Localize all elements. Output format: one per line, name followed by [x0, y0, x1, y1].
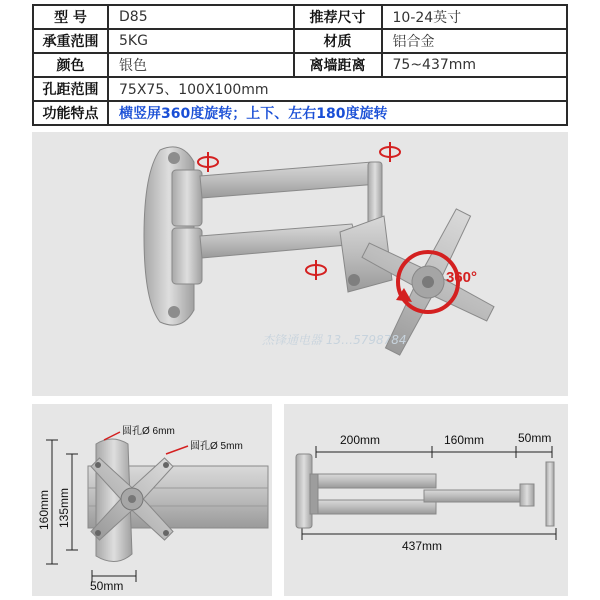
arm-segment-1	[318, 474, 436, 488]
spec-label: 功能特点	[33, 101, 108, 125]
spec-label: 推荐尺寸	[294, 5, 382, 29]
rotation-label: 360°	[446, 269, 478, 286]
spec-value: 75~437mm	[382, 53, 568, 77]
height-135-label: 135mm	[57, 487, 71, 528]
side-view-drawing	[284, 404, 568, 596]
spec-value: D85	[108, 5, 294, 29]
wall-mount-illustration	[32, 132, 568, 396]
spec-label: 承重范围	[33, 29, 108, 53]
arm-segment-2	[424, 490, 528, 502]
front-view-drawing	[32, 404, 272, 596]
table-row	[33, 53, 567, 77]
spec-label: 孔距范围	[33, 77, 108, 101]
height-160-label: 160mm	[37, 489, 51, 530]
spec-value: 铝合金	[382, 29, 568, 53]
hinge-upper	[172, 170, 202, 226]
dim-160-label: 160mm	[444, 433, 485, 447]
table-row	[33, 101, 567, 125]
front-view-diagram	[32, 404, 272, 596]
dim-437-label: 437mm	[402, 539, 443, 553]
spec-table	[32, 4, 568, 126]
table-row	[33, 5, 567, 29]
spec-value: 银色	[108, 53, 294, 77]
hole-5mm-label: 圆孔Ø 5mm	[190, 441, 243, 452]
product-photo	[32, 132, 568, 396]
feature-text: 横竖屏360度旋转；上下、左右180度旋转	[108, 101, 567, 125]
spec-value: 5KG	[108, 29, 294, 53]
spec-label: 离墙距离	[294, 53, 382, 77]
dim-50-label: 50mm	[518, 431, 552, 445]
spec-value: 10-24英寸	[382, 5, 568, 29]
vesa-plate-side	[546, 462, 554, 526]
spec-value: 75X75、100X100mm	[108, 77, 567, 101]
hole-6mm-label: 圆孔Ø 6mm	[122, 426, 175, 437]
extension-arms	[200, 162, 392, 292]
spec-label: 型 号	[33, 5, 108, 29]
table-row	[33, 29, 567, 53]
spec-label: 材质	[294, 29, 382, 53]
dim-200-label: 200mm	[340, 433, 381, 447]
side-view-diagram	[284, 404, 568, 596]
table-row	[33, 77, 567, 101]
hinge-lower	[172, 228, 202, 284]
watermark: 杰锋通电器 13…5798784	[262, 333, 407, 347]
width-50-label: 50mm	[90, 579, 124, 593]
spec-label: 颜色	[33, 53, 108, 77]
